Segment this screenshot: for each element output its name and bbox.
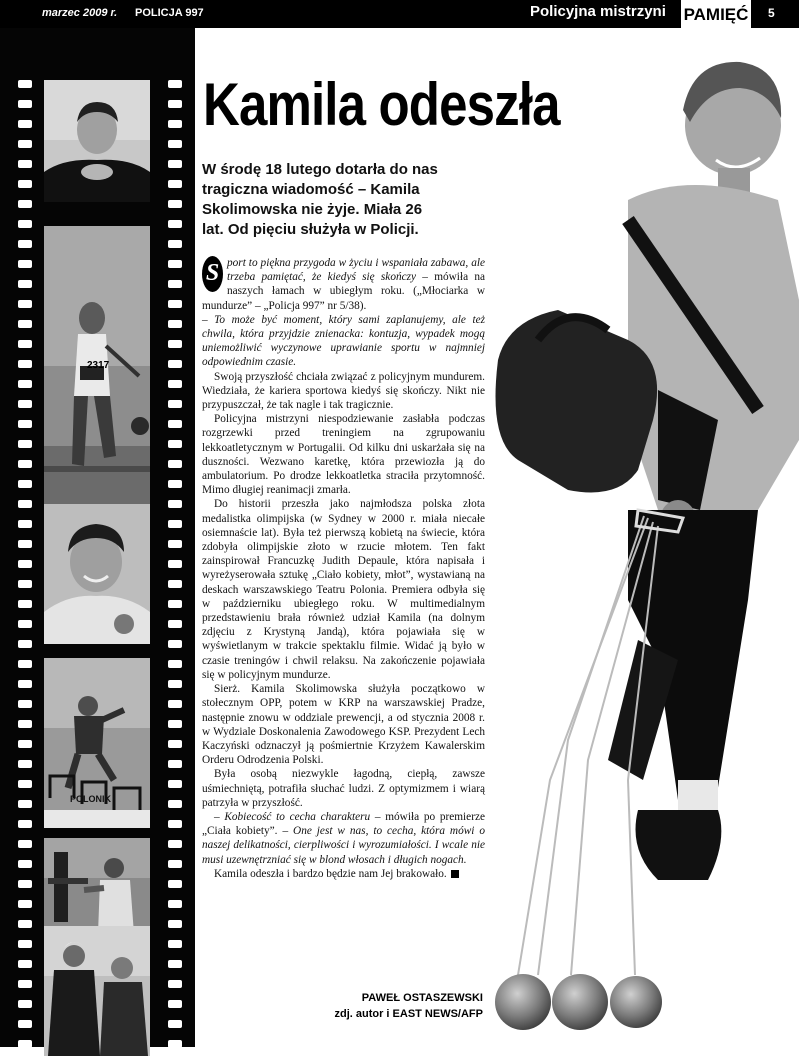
article-body (202, 256, 485, 881)
sprocket-hole (18, 1000, 32, 1008)
page-number: 5 (768, 6, 775, 20)
sprocket-hole (18, 80, 32, 88)
sprocket-hole (168, 1020, 182, 1028)
sprocket-hole (18, 440, 32, 448)
photo-hammer-throw (44, 226, 150, 516)
sprocket-hole (168, 820, 182, 828)
paragraph-6: Była osobą niezwykle łagodną, ciepłą, zawsze uśmiechniętą, potrafiła słuchać ludzi. Z optymizmem i wiarą patrzyła w przyszłość. (202, 768, 485, 809)
sprocket-hole (18, 1020, 32, 1028)
sprocket-hole (168, 740, 182, 748)
photo-with-krystyna-janda (44, 926, 150, 1056)
paragraph-2: Swoją przyszłość chciała związać z policyjnym mundurem. Wiedziała, że kariera sportowa kiedyś się skończy. Nikt nie przypuszczał, że tak nagle i tak tragicznie. (202, 370, 485, 412)
paragraph-1: S port to piękna przygoda w życiu i wspaniała zabawa, ale trzeba pamiętać, że kiedyś się skończy – mówiła na naszych łamach w ubiegłym roku. („Młociarka w mundurze” – „Policja 997” nr 5/38). (202, 257, 486, 312)
sprocket-hole (18, 860, 32, 868)
sprocket-hole (168, 180, 182, 188)
sprocket-hole (168, 260, 182, 268)
sprocket-hole (18, 360, 32, 368)
sprocket-hole (18, 960, 32, 968)
sprocket-hole (18, 240, 32, 248)
sprocket-hole (18, 980, 32, 988)
sprocket-hole (18, 620, 32, 628)
sprocket-hole (168, 400, 182, 408)
sprocket-hole (18, 140, 32, 148)
sprocket-hole (18, 380, 32, 388)
paragraph-3: Policyjna mistrzyni niespodziewanie zasłabła podczas rozgrzewki przed treningiem na zgrupowaniu lekkoatletycznym w Portugalii. Od kilku dni uskarżała się na duszności. Wezwano karetkę, która przewiozła ją do ambulatorium. Po drodze lekkoatletka straciła przytomność. Mimo długiej reanimacji zmarła. (202, 413, 485, 497)
photo-athlete-with-hammers (478, 40, 799, 1047)
sprocket-hole (18, 260, 32, 268)
sprocket-hole (18, 280, 32, 288)
sprocket-hole (168, 240, 182, 248)
sprocket-hole (168, 460, 182, 468)
sprocket-hole (18, 500, 32, 508)
sprocket-hole (168, 480, 182, 488)
sprocket-hole (18, 800, 32, 808)
sprocket-hole (18, 920, 32, 928)
sprocket-hole (168, 660, 182, 668)
sprocket-hole (168, 1000, 182, 1008)
sprocket-hole (168, 600, 182, 608)
sprocket-hole (168, 380, 182, 388)
sprocket-hole (18, 520, 32, 528)
sprocket-hole (18, 660, 32, 668)
sprocket-hole (168, 360, 182, 368)
paragraph-8: Kamila odeszła i bardzo będzie nam Jej brakowało. (202, 867, 485, 881)
sprocket-hole (18, 720, 32, 728)
sprocket-hole (168, 280, 182, 288)
sprocket-hole (18, 880, 32, 888)
photo-medal-smile (44, 504, 150, 644)
banner-text: POLONIK (70, 794, 112, 804)
paragraph-5: Sierż. Kamila Skolimowska służyła początkowo w stołecznym OPP, potem w KRP na warszawskiej Pradze, następnie znowu w oddziale prewencji, a od stycznia 2008 r. w Wydziale Doskonalenia Zawodowego KSP. Prezydent Lech Kaczyński odznaczył ją pośmiertnie Krzyżem Kawalerskim Orderu Odrodzenia Polski. (202, 683, 485, 767)
sprocket-hole (168, 760, 182, 768)
sprocket-hole (168, 320, 182, 328)
sprocket-hole (18, 560, 32, 568)
sprocket-hole (168, 440, 182, 448)
photo-gym-weights (44, 838, 150, 938)
sprocket-hole (168, 500, 182, 508)
sprocket-hole (168, 100, 182, 108)
sprocket-hole (168, 620, 182, 628)
sprocket-hole (168, 980, 182, 988)
sprocket-hole (18, 480, 32, 488)
sprocket-hole (168, 580, 182, 588)
sprocket-hole (18, 940, 32, 948)
sprocket-hole (168, 200, 182, 208)
bib-number: 2317 (87, 360, 110, 371)
sprocket-hole (168, 800, 182, 808)
photo-training-hurdles (44, 658, 150, 828)
sprocket-hole (18, 180, 32, 188)
sprocket-hole (168, 220, 182, 228)
sprocket-hole (18, 100, 32, 108)
sprocket-hole (18, 320, 32, 328)
sprocket-hole (168, 880, 182, 888)
section-tag: PAMIĘĆ (681, 0, 751, 30)
sprocket-hole (168, 120, 182, 128)
sprocket-hole (18, 840, 32, 848)
section-title: Policyjna mistrzyni (530, 3, 666, 20)
sprocket-hole (18, 820, 32, 828)
sprocket-hole (168, 680, 182, 688)
issue-date: marzec 2009 r. (42, 7, 118, 19)
article-lead: W środę 18 lutego dotarła do nas tragiczna wiadomość – Kamila Skolimowska nie żyje. Miała 26 lat. Od pięciu służyła w Policji. (202, 161, 438, 238)
article-title: Kamila odeszła (203, 71, 560, 138)
sprocket-hole (168, 780, 182, 788)
sprocket-hole (18, 200, 32, 208)
sprocket-hole (18, 540, 32, 548)
sprocket-hole (168, 940, 182, 948)
sprocket-hole (18, 300, 32, 308)
sprocket-hole (18, 700, 32, 708)
sprocket-hole (18, 120, 32, 128)
sprocket-hole (168, 140, 182, 148)
sprocket-hole (168, 560, 182, 568)
magazine-name: POLICJA 997 (135, 7, 204, 19)
sprocket-hole (168, 960, 182, 968)
sprocket-hole (168, 160, 182, 168)
sprocket-hole (18, 740, 32, 748)
sprocket-hole (168, 340, 182, 348)
sprocket-hole (18, 760, 32, 768)
sprocket-hole (18, 680, 32, 688)
sprocket-hole (168, 640, 182, 648)
sprocket-hole (18, 460, 32, 468)
sprocket-hole (168, 860, 182, 868)
photo-portrait-uniform (44, 80, 150, 202)
sprocket-hole (168, 520, 182, 528)
sprocket-hole (168, 840, 182, 848)
sprocket-hole (168, 700, 182, 708)
sprocket-hole (168, 80, 182, 88)
sprocket-hole (18, 420, 32, 428)
film-strip (0, 28, 195, 1047)
sprocket-hole (168, 720, 182, 728)
author-byline: PAWEŁ OSTASZEWSKI (361, 992, 483, 1004)
sprocket-hole (18, 160, 32, 168)
sprocket-hole (168, 540, 182, 548)
sprocket-hole (18, 780, 32, 788)
sprocket-hole (18, 220, 32, 228)
sprocket-hole (168, 900, 182, 908)
dropcap: S (202, 256, 223, 292)
paragraph-7: – Kobiecość to cecha charakteru – mówiła po premierze „Ciała kobiety”. – One jest w nas, to cecha, która mówi o naszej delikatności, cierpliwości i wyrozumiałości. I wcale nie musi uzewnętrzniać się w blond włosach i długich nogach. (202, 810, 485, 866)
sprocket-hole (168, 920, 182, 928)
paragraph-4: Do historii przeszła jako najmłodsza polska złota medalistka olimpijska (w Sydney w 2000 r. miała niecałe osiemnaście lat). Była też pierwszą kobietą na świecie, która zdobyła olimpijskie złoto w rzucie młotem. Ten fakt zainspirował Francuzkę Judith Depaule, która napisała i wyreżyserowała sztukę „Ciało kobiety, młot”, wystawianą na deskach warszawskiego Teatru Polonia. Premiera odbyła się w październiku ubiegłego roku. W multimedialnym przedstawieniu brała również udział Kamila (na dolnym zdjęciu z Krystyną Jandą), która pojawiała się w wyświetlanym w trakcie spektaklu filmie. Widać ją było w czasie treningów i chwil relaksu. Na zakończenie pojawiała się w policyjnym mundurze. (202, 498, 485, 681)
page-header (0, 0, 799, 28)
sprocket-hole (168, 420, 182, 428)
paragraph-quote: – To może być moment, który sami zaplanujemy, ale też chwila, która przyjdzie znienacka: kontuzja, wypadek mogą uniemożliwić wyczynowe uprawianie sportu w najmniej odpowiednim czasie. (202, 313, 485, 369)
sprocket-hole (18, 580, 32, 588)
sprocket-hole (168, 300, 182, 308)
sprocket-hole (18, 600, 32, 608)
sprocket-hole (18, 400, 32, 408)
end-mark-icon (451, 870, 459, 878)
photo-credit: zdj. autor i EAST NEWS/AFP (334, 1008, 483, 1020)
sprocket-hole (18, 900, 32, 908)
sprocket-hole (18, 340, 32, 348)
sprocket-hole (18, 640, 32, 648)
